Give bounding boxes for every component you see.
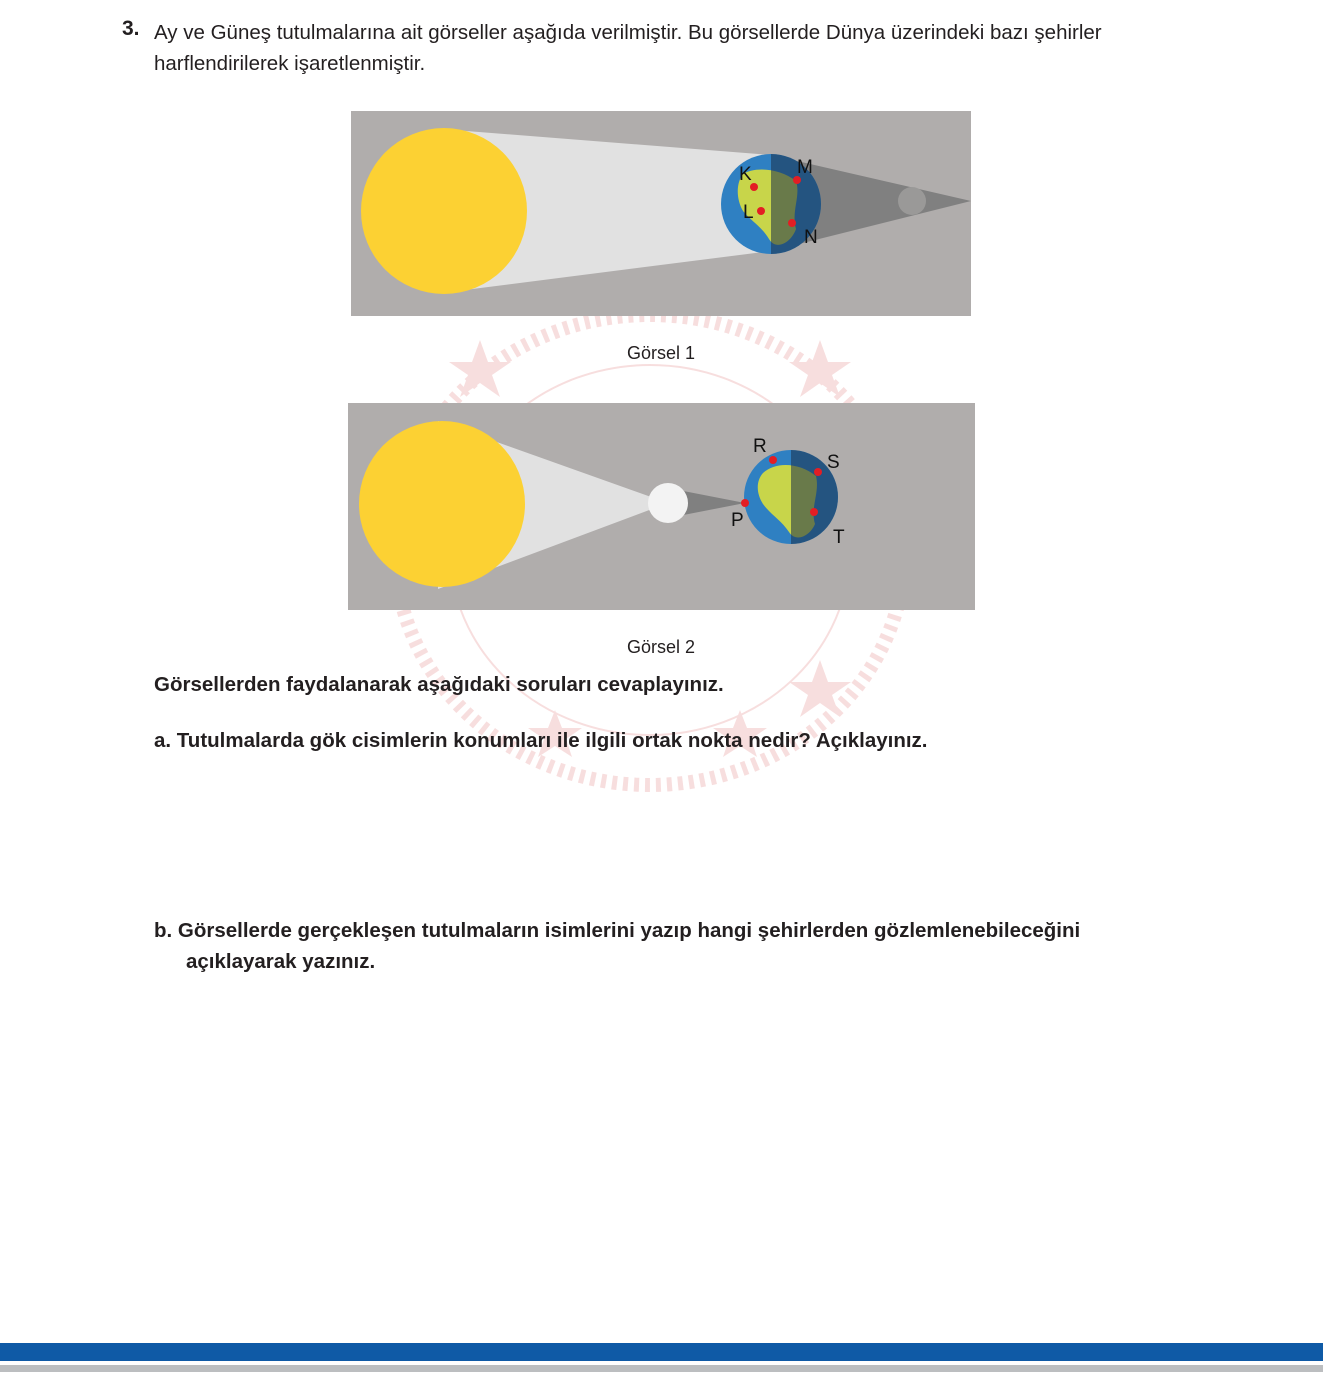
- question-text: Ay ve Güneş tutulmalarına ait görseller aşağıda verilmiştir. Bu görsellerde Dünya üzerindeki bazı şehirler harflendirilerek işaretlenmiştir.: [154, 21, 1102, 75]
- city-label-s: S: [827, 452, 840, 473]
- city-dot-s: [814, 468, 822, 476]
- instruction-text: Görsellerden faydalanarak aşağıdaki soruları cevaplayınız.: [154, 673, 724, 696]
- earth-globe: [744, 450, 838, 544]
- figure-1-caption: Görsel 1: [626, 343, 696, 363]
- city-label-k: K: [739, 164, 752, 185]
- city-dot-n: [788, 219, 796, 227]
- sun: [359, 421, 525, 587]
- question-a: a. Tutulmalarda gök cisimlerin konumları ile ilgili ortak nokta nedir? Açıklayınız.: [154, 729, 928, 752]
- city-dot-p: [741, 499, 749, 507]
- footer-gray-bar: [0, 1365, 1323, 1372]
- question-b-line1: b. Görsellerde gerçekleşen tutulmaların isimlerini yazıp hangi şehirlerden gözlemlenebileceğini: [154, 919, 1081, 942]
- moon: [648, 483, 688, 523]
- figure-2-solar-eclipse: [348, 403, 975, 610]
- moon: [898, 187, 926, 215]
- question-b: [154, 915, 1214, 977]
- city-dot-l: [757, 207, 765, 215]
- city-dot-t: [810, 508, 818, 516]
- city-label-m: M: [797, 157, 813, 178]
- city-label-r: R: [753, 436, 767, 457]
- city-label-t: T: [833, 527, 845, 548]
- city-label-n: N: [804, 227, 818, 248]
- city-label-p: P: [731, 510, 744, 531]
- city-dot-r: [769, 456, 777, 464]
- question-b-line2: açıklayarak yazınız.: [186, 950, 376, 973]
- city-label-l: L: [743, 202, 754, 223]
- figure-1-lunar-eclipse: [351, 111, 971, 316]
- question-number: 3.: [122, 17, 140, 40]
- footer-blue-bar: [0, 1343, 1323, 1361]
- sun: [361, 128, 527, 294]
- figure-2-caption: Görsel 2: [626, 637, 696, 657]
